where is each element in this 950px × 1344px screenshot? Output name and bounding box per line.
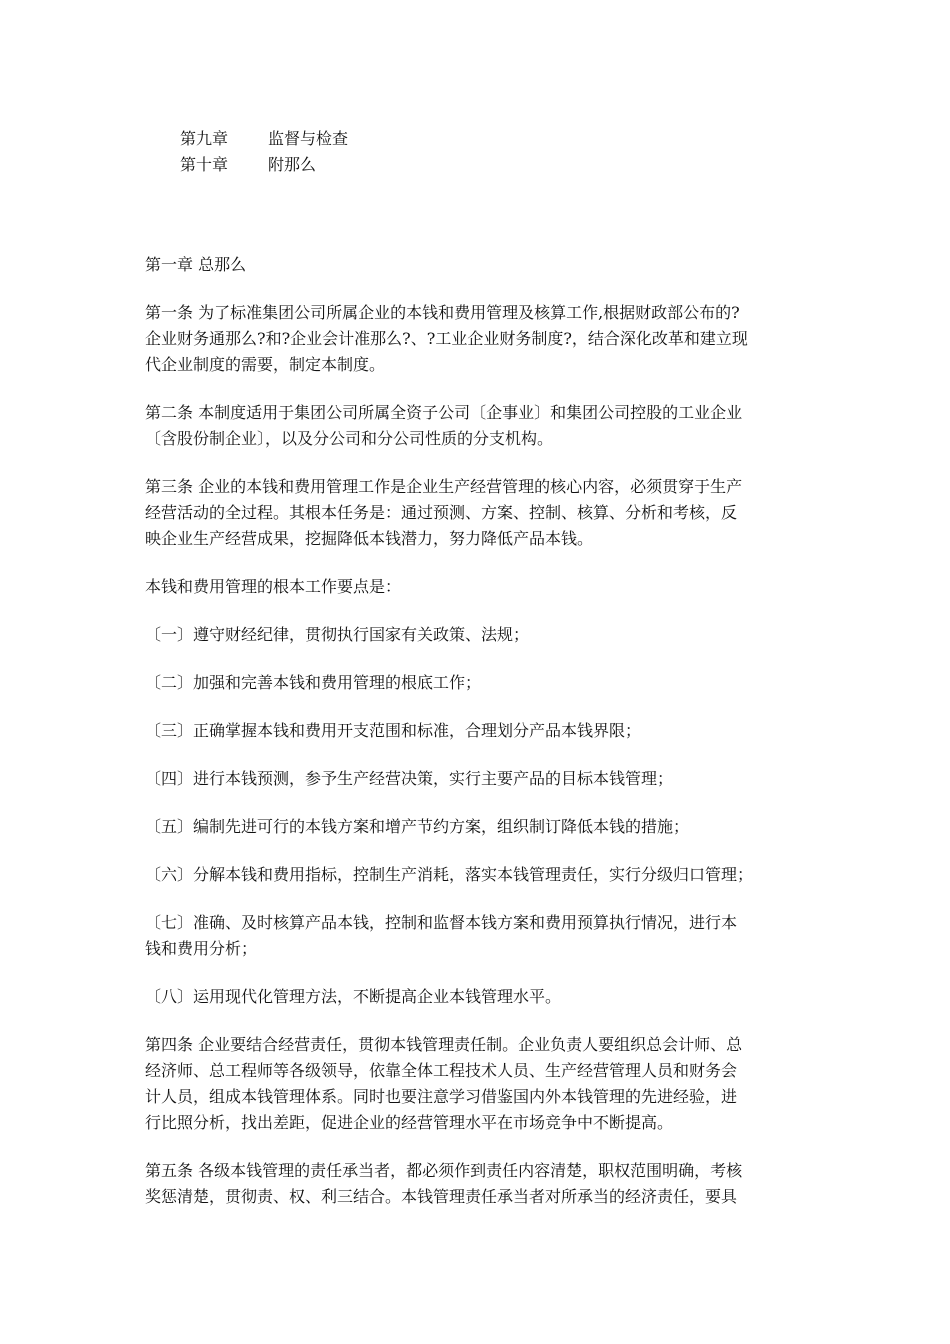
paragraph [145, 400, 807, 452]
paragraph [145, 862, 807, 888]
text-line: 第一条 为了标准集团公司所属企业的本钱和费用管理及核算工作,根据财政部公布的? [145, 303, 740, 322]
text-line: 计人员，组成本钱管理体系。同时也要注意学习借鉴国内外本钱管理的先进经验，进 [145, 1087, 738, 1106]
text-line: 代企业制度的需要，制定本制度。 [145, 355, 386, 374]
paragraph [145, 1158, 807, 1210]
text-line: 经济师、总工程师等各级领导，依靠全体工程技术人员、生产经营管理人员和财务会 [145, 1061, 738, 1080]
toc-entry [180, 126, 348, 152]
text-line: 〔六〕分解本钱和费用指标，控制生产消耗，落实本钱管理责任，实行分级归口管理； [145, 865, 754, 884]
paragraph [145, 622, 807, 648]
text-line: 〔三〕正确掌握本钱和费用开支范围和标准，合理划分产品本钱界限； [145, 721, 642, 740]
document-body [145, 252, 807, 1232]
paragraph [145, 574, 807, 600]
text-line: 第一章 总那么 [145, 255, 247, 274]
text-line: 映企业生产经营成果，挖掘降低本钱潜力，努力降低产品本钱。 [145, 529, 594, 548]
text-line: 〔八〕运用现代化管理方法，不断提高企业本钱管理水平。 [145, 987, 562, 1006]
text-line: 第二条 本制度适用于集团公司所属全资子公司〔企事业〕和集团公司控股的工业企业 [145, 403, 743, 422]
paragraph [145, 766, 807, 792]
paragraph [145, 984, 807, 1010]
text-line: 〔一〕遵守财经纪律，贯彻执行国家有关政策、法规； [145, 625, 530, 644]
text-line: 行比照分析，找出差距，促进企业的经营管理水平在市场竞争中不断提高。 [145, 1113, 674, 1132]
text-line: 〔二〕加强和完善本钱和费用管理的根底工作； [145, 673, 482, 692]
paragraph [145, 474, 807, 552]
paragraph [145, 718, 807, 744]
text-line: 第五条 各级本钱管理的责任承当者，都必须作到责任内容清楚，职权范围明确，考核 [145, 1161, 743, 1180]
paragraph [145, 670, 807, 696]
text-line: 奖惩清楚，贯彻责、权、利三结合。本钱管理责任承当者对所承当的经济责任，要具 [145, 1187, 738, 1206]
text-line: 经营活动的全过程。其根本任务是：通过预测、方案、控制、核算、分析和考核，反 [145, 503, 738, 522]
text-line: 〔五〕编制先进可行的本钱方案和增产节约方案，组织制订降低本钱的措施； [145, 817, 690, 836]
paragraph [145, 1032, 807, 1136]
toc-chapter-title: 附那么 [268, 155, 317, 174]
text-line: 本钱和费用管理的根本工作要点是： [145, 577, 402, 596]
chapter-heading [145, 252, 807, 278]
toc-chapter-number: 第九章 [180, 129, 229, 148]
toc-chapter-title: 监督与检查 [268, 129, 349, 148]
paragraph [145, 814, 807, 840]
toc-chapter-number: 第十章 [180, 155, 229, 174]
table-of-contents [180, 126, 348, 178]
toc-entry [180, 152, 348, 178]
text-line: 〔四〕进行本钱预测，参予生产经营决策，实行主要产品的目标本钱管理； [145, 769, 674, 788]
text-line: 钱和费用分析； [145, 939, 258, 958]
text-line: 第三条 企业的本钱和费用管理工作是企业生产经营管理的核心内容，必须贯穿于生产 [145, 477, 743, 496]
text-line: 〔七〕准确、及时核算产品本钱，控制和监督本钱方案和费用预算执行情况，进行本 [145, 913, 738, 932]
text-line: 第四条 企业要结合经营责任，贯彻本钱管理责任制。企业负责人要组织总会计师、总 [145, 1035, 743, 1054]
paragraph [145, 300, 807, 378]
text-line: 〔含股份制企业〕，以及分公司和分公司性质的分支机构。 [145, 429, 554, 448]
paragraph [145, 910, 807, 962]
text-line: 企业财务通那么?和?企业会计准那么?、?工业企业财务制度?，结合深化改革和建立现 [145, 329, 748, 348]
